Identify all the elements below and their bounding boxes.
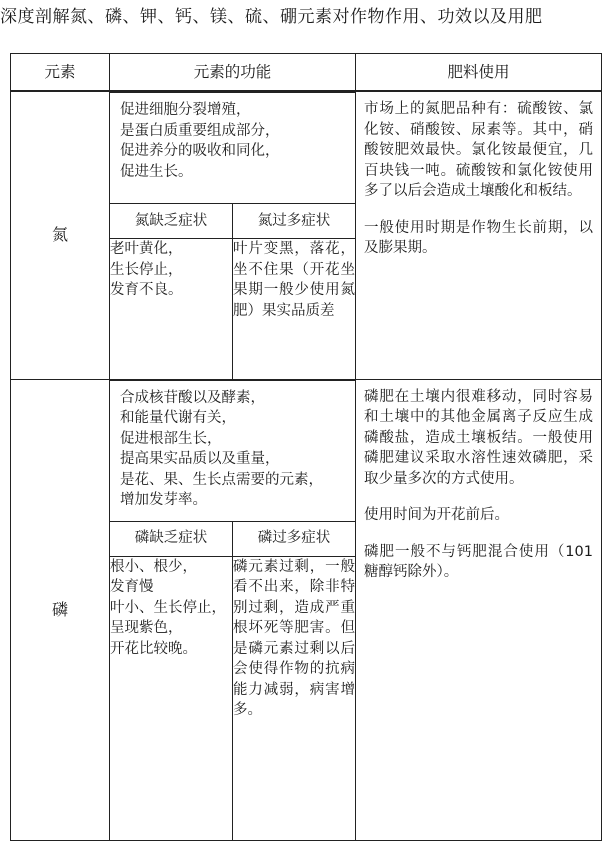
fertilizer-paragraph: 一般使用时期是作物生长前期，以及膨果期。 xyxy=(364,219,593,256)
header-element: 元素 xyxy=(11,54,110,92)
element-name: 氮 xyxy=(11,91,110,379)
deficiency-header: 磷缺乏症状 xyxy=(110,521,233,556)
excess-text: 叶片变黑，落花，坐不住果（开花坐果期一般少使用氮肥）果实品质差 xyxy=(233,239,356,379)
fertilizer-paragraph: 磷肥一般不与钙肥混合使用（101 糖醇钙除外）。 xyxy=(364,543,593,580)
function-text: 促进细胞分裂增殖， 是蛋白质重要组成部分， 促进养分的吸收和同化， 促进生长。 xyxy=(110,93,355,204)
table-header-row xyxy=(11,54,602,92)
fertilizer-paragraph: 磷肥在土壤内很难移动，同时容易和土壤中的其他金属离子反应生成磷酸盐，造成土壤板结。一般使用磷肥建议采取水溶性速效磷肥，采取少量多次的方式使用。 xyxy=(364,388,593,487)
deficiency-text: 老叶黄化， 生长停止， 发育不良。 xyxy=(110,239,233,379)
deficiency-header: 氮缺乏症状 xyxy=(110,204,233,239)
nutrient-table xyxy=(10,53,602,841)
deficiency-text: 根小、根少， 发育慢 叶小、生长停止，呈现紫色， 开花比较晚。 xyxy=(110,556,233,840)
table-row-phosphorus xyxy=(11,379,602,841)
page-title: 深度剖解氮、磷、钾、钙、镁、硫、硼元素对作物作用、功效以及用肥 xyxy=(0,7,543,27)
excess-text: 磷元素过剩，一般看不出来，除非特别过剩，造成严重根坏死等肥害。但是磷元素过剩以后会使得作物的抗病能力减弱，病害增多。 xyxy=(233,556,356,840)
excess-header: 磷过多症状 xyxy=(233,521,356,556)
header-fertilizer: 肥料使用 xyxy=(356,54,602,92)
fertilizer-cell xyxy=(356,91,602,379)
header-function: 元素的功能 xyxy=(110,54,356,92)
function-cell xyxy=(110,91,356,379)
fertilizer-paragraph: 使用时间为开花前后。 xyxy=(364,507,509,523)
table-row-nitrogen xyxy=(11,91,602,379)
function-text: 合成核苷酸以及酵素， 和能量代谢有关， 促进根部生长， 提高果实品质以及重量， 是花、果、生长点需要的元素， 增加发芽率。 xyxy=(110,380,355,521)
excess-header: 氮过多症状 xyxy=(233,204,356,239)
function-cell xyxy=(110,379,356,841)
fertilizer-paragraph: 市场上的氮肥品种有：硫酸铵、氯化铵、硝酸铵、尿素等。其中，硝酸铵肥效最快。氯化铵最便宜，几百块钱一吨。硫酸铵和氯化铵使用多了以后会造成土壤酸化和板结。 xyxy=(364,101,593,199)
element-name: 磷 xyxy=(11,379,110,841)
fertilizer-cell xyxy=(356,379,602,841)
